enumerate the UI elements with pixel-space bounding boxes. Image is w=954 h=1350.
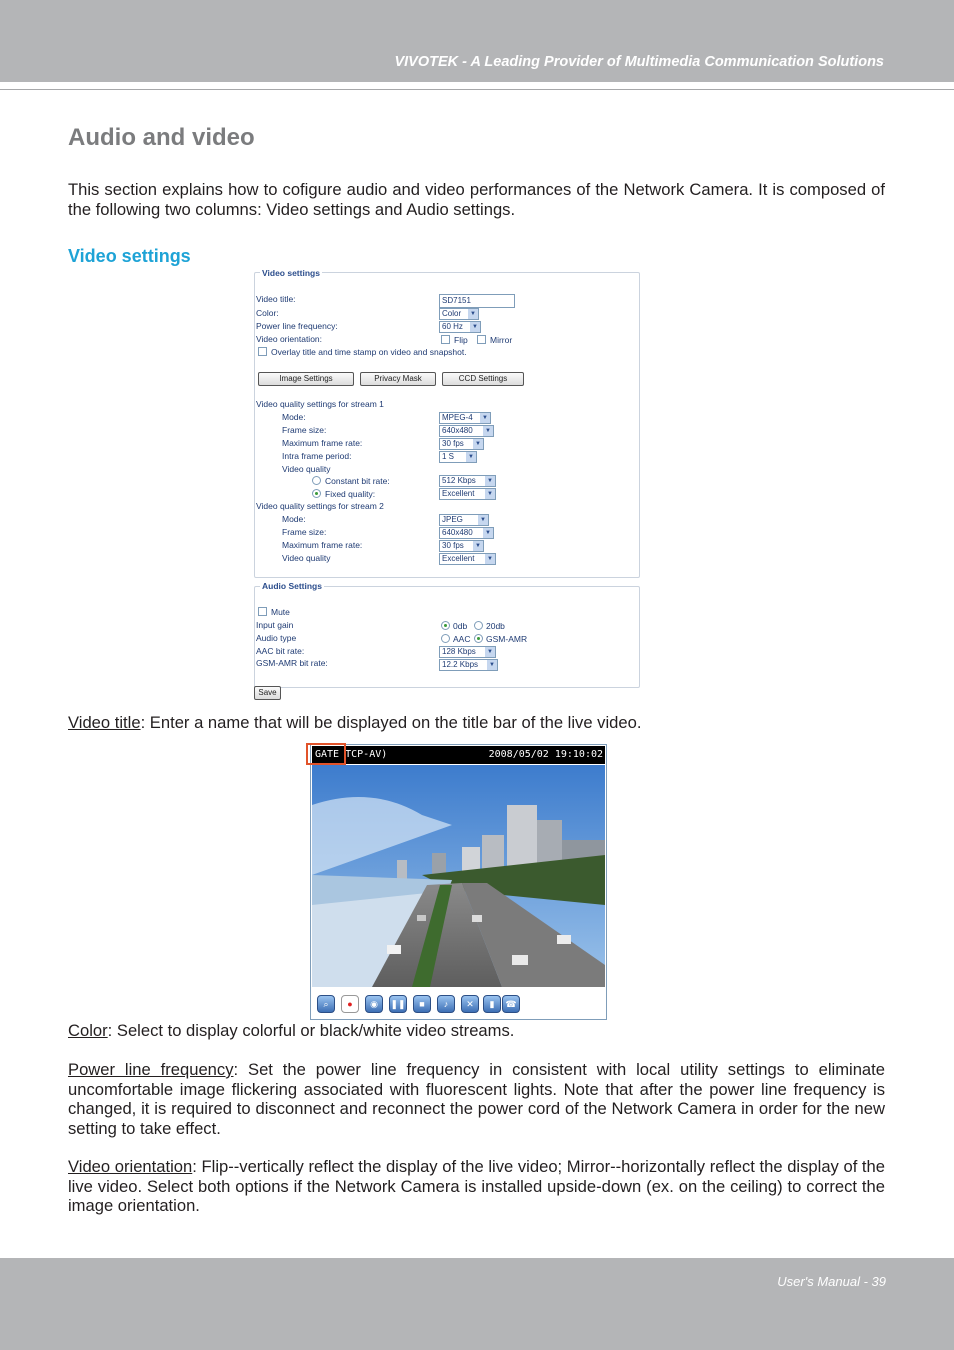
quality2-value: Excellent xyxy=(442,554,475,563)
color-label: Color: xyxy=(256,308,279,318)
quality2-select[interactable] xyxy=(439,553,496,565)
mode1-label: Mode: xyxy=(282,412,306,422)
fixed-quality-value: Excellent xyxy=(442,489,475,498)
mode2-select[interactable] xyxy=(439,514,489,526)
chevron-down-icon: ▼ xyxy=(473,541,483,551)
power-term: Power line frequency xyxy=(68,1060,234,1079)
title-highlight-box xyxy=(306,743,346,765)
power-select[interactable] xyxy=(439,321,481,333)
quality1-label: Video quality xyxy=(282,464,331,474)
section-heading: Video settings xyxy=(68,246,191,266)
image-settings-button[interactable]: Image Settings xyxy=(258,372,354,386)
footer-page-label: User's Manual - 39 xyxy=(777,1274,886,1289)
save-button[interactable]: Save xyxy=(254,686,281,700)
color-select[interactable] xyxy=(439,308,479,320)
gsm-label: GSM-AMR xyxy=(486,634,528,644)
gsm-rate-select[interactable] xyxy=(439,659,498,671)
cbr-label: Constant bit rate: xyxy=(325,476,390,486)
frame-size1-label: Frame size: xyxy=(282,425,327,435)
orientation-label: Video orientation: xyxy=(256,334,323,344)
aac-label: AAC xyxy=(453,634,471,644)
intra-label: Intra frame period: xyxy=(282,451,352,461)
orientation-term: Video orientation xyxy=(68,1157,193,1176)
mirror-checkbox[interactable] xyxy=(477,335,486,344)
cbr-value: 512 Kbps xyxy=(442,476,476,485)
max-rate2-label: Maximum frame rate: xyxy=(282,540,363,550)
chevron-down-icon: ▼ xyxy=(485,476,495,486)
video-title-label: Video title: xyxy=(256,294,296,304)
control-toolbar xyxy=(312,991,605,1017)
power-paragraph xyxy=(68,1060,885,1138)
chevron-down-icon: ▼ xyxy=(466,452,476,462)
color-term: Color xyxy=(68,1021,108,1040)
power-select-value: 60 Hz xyxy=(442,322,463,331)
live-timestamp: 2008/05/02 19:10:02 xyxy=(488,749,603,760)
frame-size1-select[interactable] xyxy=(439,425,494,437)
chevron-down-icon: ▼ xyxy=(478,515,488,525)
header-band xyxy=(0,0,954,82)
chevron-down-icon: ▼ xyxy=(485,489,495,499)
aac-radio[interactable] xyxy=(441,634,450,643)
gain-label: Input gain xyxy=(256,620,294,630)
mute-label: Mute xyxy=(271,607,290,617)
max-rate1-label: Maximum frame rate: xyxy=(282,438,363,448)
orientation-paragraph xyxy=(68,1157,885,1216)
chevron-down-icon: ▼ xyxy=(485,554,495,564)
color-text: : Select to display colorful or black/white video streams. xyxy=(107,1021,515,1040)
stream1-label: Video quality settings for stream 1 xyxy=(256,399,384,409)
mute-checkbox[interactable] xyxy=(258,607,267,616)
flip-label: Flip xyxy=(454,335,468,345)
aac-rate-label: AAC bit rate: xyxy=(256,646,305,656)
max-rate1-value: 30 fps xyxy=(442,439,464,448)
gain-20db-radio[interactable] xyxy=(474,621,483,630)
settings-panel xyxy=(252,266,642,702)
flip-checkbox[interactable] xyxy=(441,335,450,344)
privacy-mask-button[interactable]: Privacy Mask xyxy=(360,372,436,386)
chevron-down-icon: ▼ xyxy=(470,322,480,332)
gsm-rate-label: GSM-AMR bit rate: xyxy=(256,658,328,668)
audio-settings-legend: Audio Settings xyxy=(262,581,322,591)
volume-icon[interactable]: ♪ xyxy=(437,995,455,1013)
chevron-down-icon: ▼ xyxy=(483,426,493,436)
cbr-select[interactable] xyxy=(439,475,496,487)
video-title-input[interactable]: SD7151 xyxy=(439,294,515,308)
overlay-checkbox[interactable] xyxy=(258,347,267,356)
audio-type-label: Audio type xyxy=(256,633,297,643)
page-title: Audio and video xyxy=(68,124,255,151)
frame-size1-value: 640x480 xyxy=(442,426,473,435)
intra-value: 1 S xyxy=(442,452,455,461)
mode1-select[interactable] xyxy=(439,412,491,424)
max-rate2-value: 30 fps xyxy=(442,541,464,550)
chevron-down-icon: ▼ xyxy=(483,528,493,538)
mute-icon[interactable]: ✕ xyxy=(461,995,479,1013)
live-title-bar xyxy=(312,746,605,764)
pause-icon[interactable]: ❚❚ xyxy=(389,995,407,1013)
header-rule xyxy=(0,89,954,90)
ccd-settings-button[interactable]: CCD Settings xyxy=(442,372,524,386)
color-paragraph xyxy=(68,1021,885,1041)
gain-0db-label: 0db xyxy=(453,621,468,631)
frame-size2-value: 640x480 xyxy=(442,528,473,537)
footer-band xyxy=(0,1258,954,1350)
video-title-text: : Enter a name that will be displayed on the title bar of the live video. xyxy=(140,713,642,732)
gsm-rate-value: 12.2 Kbps xyxy=(442,660,479,669)
chevron-down-icon: ▼ xyxy=(485,647,495,657)
live-view xyxy=(310,744,607,1020)
stop-icon[interactable]: ■ xyxy=(413,995,431,1013)
live-title-name: GATE xyxy=(315,749,340,760)
mirror-label: Mirror xyxy=(490,335,513,345)
video-settings-legend: Video settings xyxy=(262,268,320,278)
camera-scene-image xyxy=(312,765,605,987)
fixed-quality-select[interactable] xyxy=(439,488,496,500)
chevron-down-icon: ▼ xyxy=(468,309,478,319)
fixed-quality-label: Fixed quality: xyxy=(325,489,376,499)
orientation-text: : Flip--vertically reflect the display of the live video; Mirror--horizontally reflect the display of the live video. Select both options if the Network Camera is installed upside-down (ex. on the ceiling) to correct the image orientation. xyxy=(68,1157,885,1215)
mic-icon[interactable]: ▮ xyxy=(483,995,501,1013)
power-text: : Set the power line frequency in consistent with local utility settings to eliminate uncomfortable image flickering associated with fluorescent lights. Note that after the power line frequency is changed, it is required to disconnect and reconnect the power cord of the Network Camera in order for the new setting to take effect. xyxy=(68,1060,885,1138)
stream2-label: Video quality settings for stream 2 xyxy=(256,501,384,511)
max-rate2-select[interactable] xyxy=(439,540,484,552)
intra-select[interactable] xyxy=(439,451,477,463)
frame-size2-select[interactable] xyxy=(439,527,494,539)
fixed-quality-radio[interactable] xyxy=(312,489,321,498)
max-rate1-select[interactable] xyxy=(439,438,484,450)
mode2-value: JPEG xyxy=(442,515,463,524)
snapshot-icon[interactable]: ◉ xyxy=(365,995,383,1013)
aac-rate-value: 128 Kbps xyxy=(442,647,476,656)
chevron-down-icon: ▼ xyxy=(480,413,490,423)
aac-rate-select[interactable] xyxy=(439,646,496,658)
chevron-down-icon: ▼ xyxy=(487,660,497,670)
chevron-down-icon: ▼ xyxy=(473,439,483,449)
video-title-paragraph xyxy=(68,713,885,733)
header-tagline: VIVOTEK - A Leading Provider of Multimedia Communication Solutions xyxy=(394,54,884,70)
quality2-label: Video quality xyxy=(282,553,331,563)
mode2-label: Mode: xyxy=(282,514,306,524)
zoom-icon[interactable]: ⌕ xyxy=(317,995,335,1013)
mode1-value: MPEG-4 xyxy=(442,413,473,422)
talk-icon[interactable]: ☎ xyxy=(502,995,520,1013)
gain-20db-label: 20db xyxy=(486,621,505,631)
cbr-radio[interactable] xyxy=(312,476,321,485)
color-select-value: Color xyxy=(442,309,462,318)
live-protocol: TCP-AV) xyxy=(339,749,388,760)
intro-paragraph: This section explains how to cofigure audio and video performances of the Network Camera. It is composed of the following two columns: Video settings and Audio settings. xyxy=(68,180,885,219)
overlay-label: Overlay title and time stamp on video and snapshot. xyxy=(271,347,467,357)
video-title-term: Video title xyxy=(68,713,141,732)
gsm-radio[interactable] xyxy=(474,634,483,643)
gain-0db-radio[interactable] xyxy=(441,621,450,630)
record-icon[interactable]: ● xyxy=(341,995,359,1013)
frame-size2-label: Frame size: xyxy=(282,527,327,537)
power-label: Power line frequency: xyxy=(256,321,338,331)
